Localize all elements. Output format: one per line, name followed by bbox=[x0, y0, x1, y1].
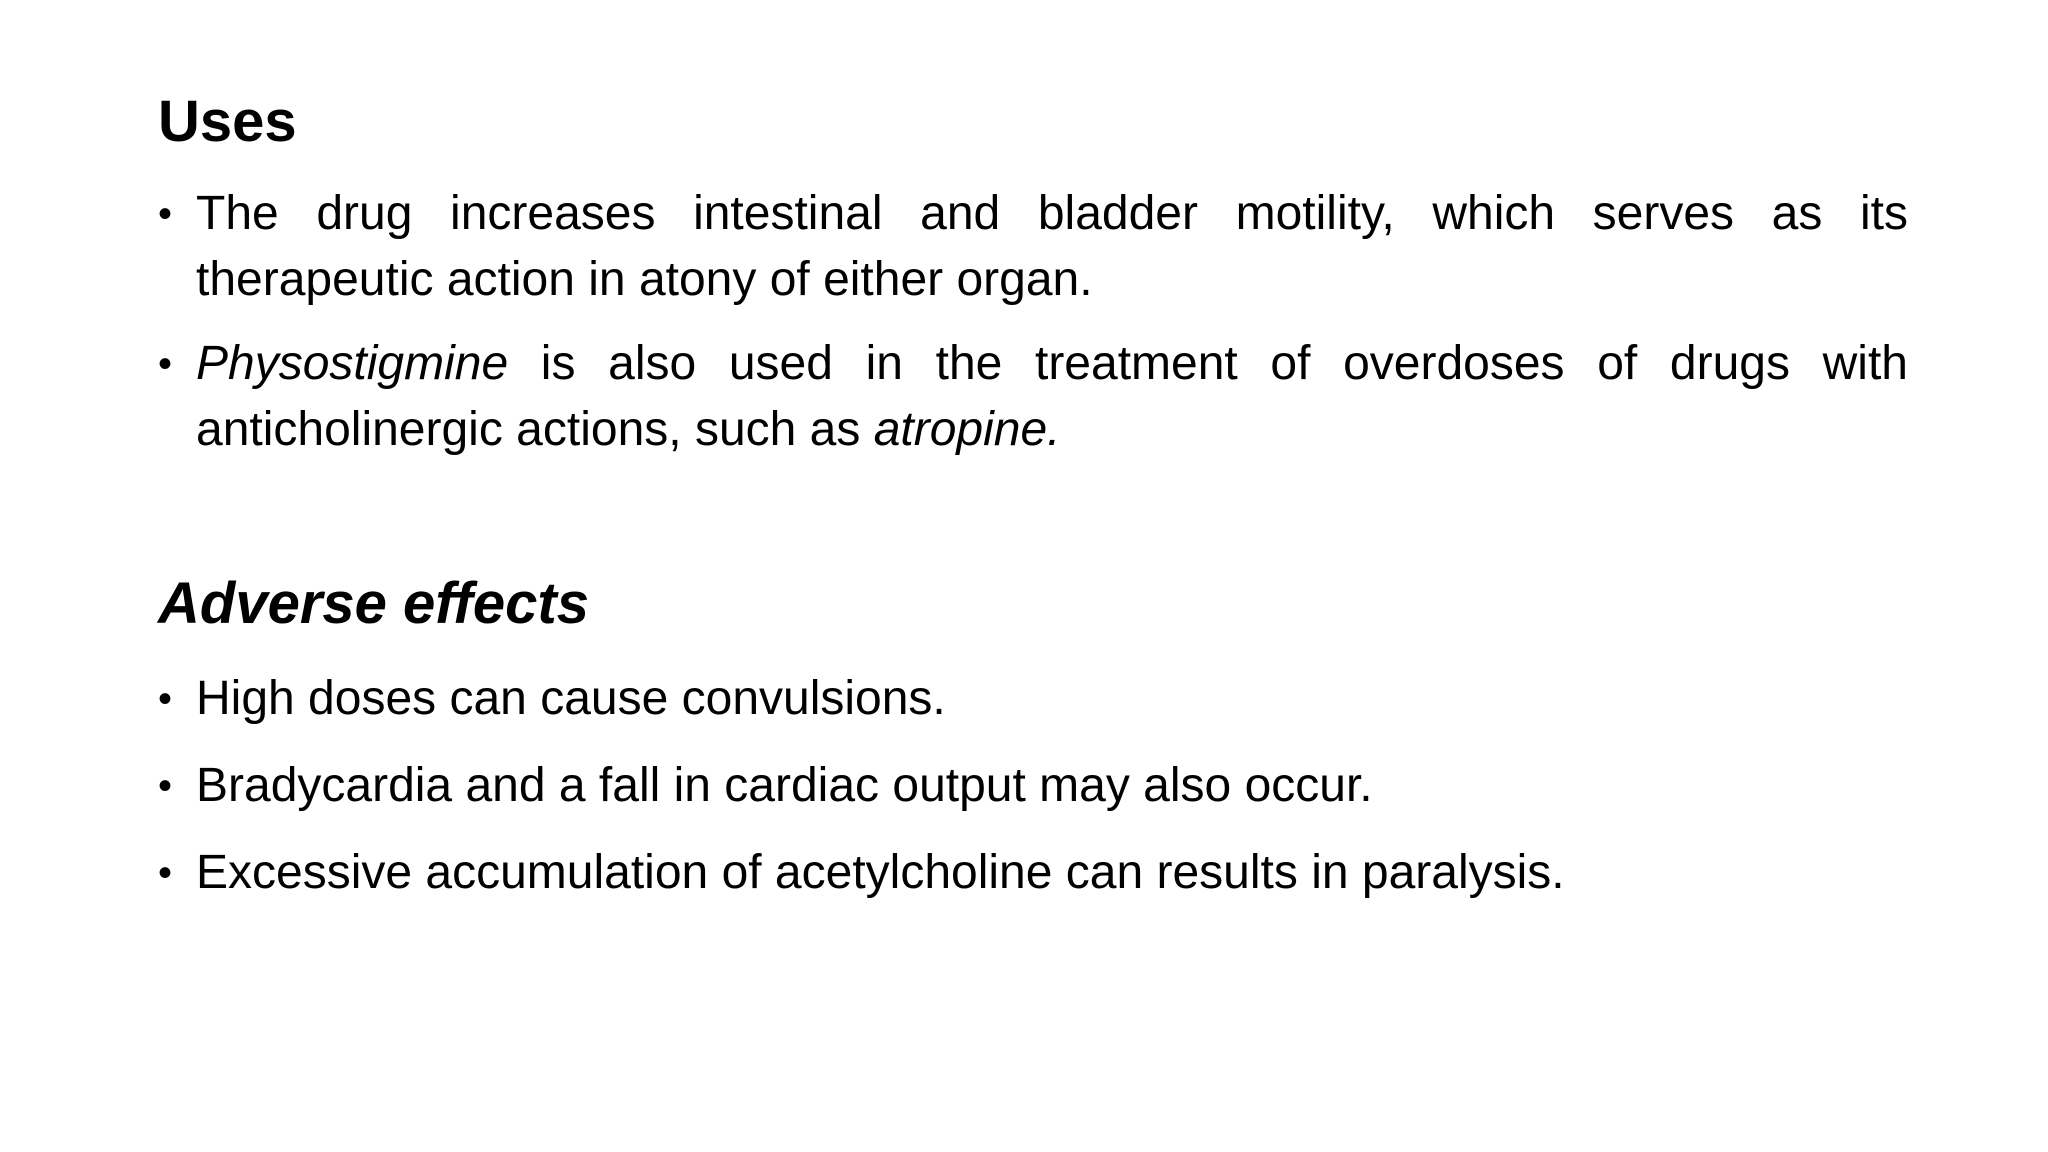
list-item bbox=[158, 753, 1908, 819]
adverse-effects-list bbox=[158, 666, 1908, 927]
bullet-icon: • bbox=[158, 342, 173, 386]
adverse-item-text: Bradycardia and a fall in cardiac output may also occur. bbox=[196, 759, 1373, 812]
uses-heading: Uses bbox=[158, 89, 297, 154]
list-item bbox=[158, 666, 1908, 732]
drug-name-physostigmine: Physostigmine bbox=[196, 337, 509, 390]
uses-item-text: is also used in the treatment of overdoses of drugs with anticholinergic actions, such as bbox=[196, 337, 1908, 456]
list-item bbox=[158, 181, 1908, 313]
uses-item-text: The drug increases intestinal and bladder motility, which serves as its therapeutic action in atony of either organ. bbox=[196, 187, 1908, 306]
adverse-effects-heading: Adverse effects bbox=[158, 571, 589, 636]
bullet-icon: • bbox=[158, 192, 173, 236]
bullet-icon: • bbox=[158, 851, 173, 895]
drug-name-atropine: atropine. bbox=[873, 403, 1061, 456]
bullet-icon: • bbox=[158, 764, 173, 808]
uses-list bbox=[158, 181, 1908, 481]
adverse-item-text: Excessive accumulation of acetylcholine can results in paralysis. bbox=[196, 846, 1565, 899]
list-item bbox=[158, 840, 1908, 906]
bullet-icon: • bbox=[158, 677, 173, 721]
list-item bbox=[158, 331, 1908, 463]
adverse-item-text: High doses can cause convulsions. bbox=[196, 672, 946, 725]
